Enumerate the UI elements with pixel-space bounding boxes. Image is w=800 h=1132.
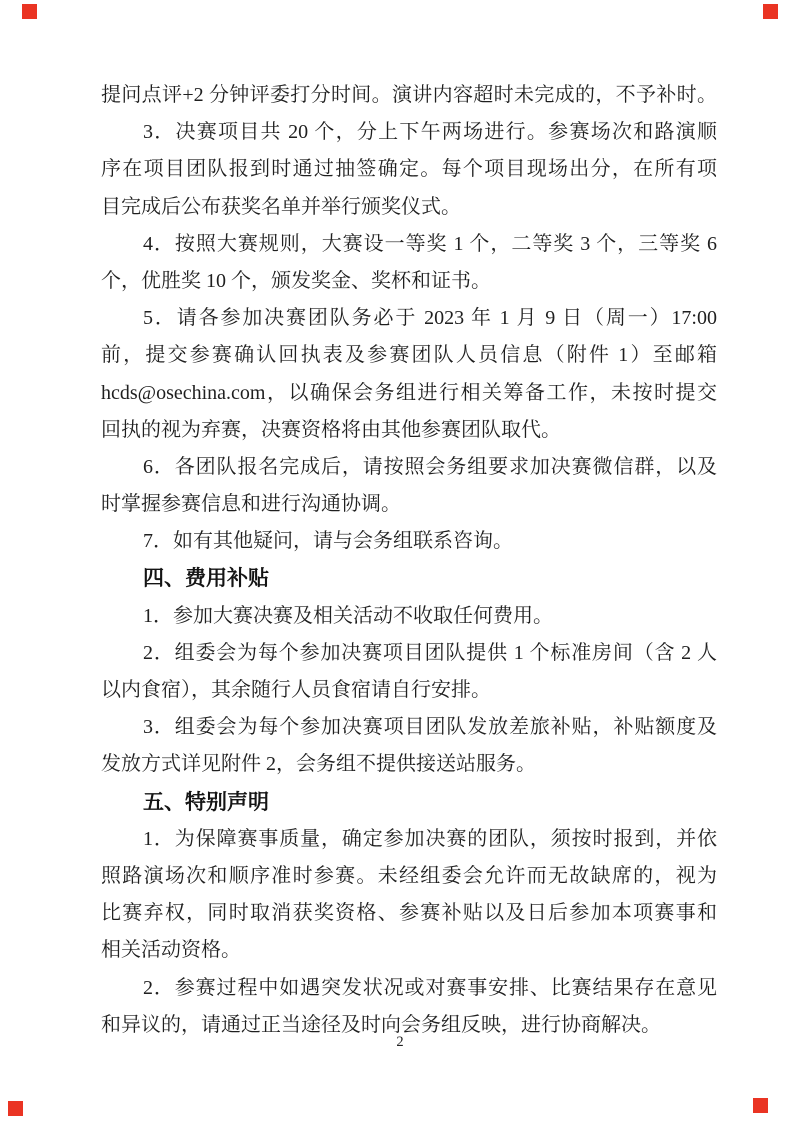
text-line: 1．为保障赛事质量，确定参加决赛的团队，须按时报到，并依: [143, 827, 717, 850]
text-line: 6．各团队报名完成后，请按照会务组要求加决赛微信群，以及: [143, 455, 717, 478]
text-line: 目完成后公布获奖名单并举行颁奖仪式。: [101, 195, 461, 218]
text-line: 前，提交参赛确认回执表及参赛团队人员信息（附件 1）至邮箱: [101, 344, 717, 367]
text-line: 3．决赛项目共 20 个，分上下午两场进行。参赛场次和路演顺: [143, 121, 717, 144]
text-line: 发放方式详见附件 2，会务组不提供接送站服务。: [101, 753, 536, 776]
text-line: 个，优胜奖 10 个，颁发奖金、奖杯和证书。: [101, 269, 491, 292]
document-body: [101, 0, 717, 1044]
text-line: 7．如有其他疑问，请与会务组联系咨询。: [143, 530, 513, 553]
text-line: 3．组委会为每个参加决赛项目团队发放差旅补贴，补贴额度及: [143, 716, 717, 739]
corner-marker-bottom-right: [753, 1098, 768, 1113]
text-line: 时掌握参赛信息和进行沟通协调。: [101, 493, 401, 516]
text-line: 序在项目团队报到时通过抽签确定。每个项目现场出分，在所有项: [101, 158, 717, 181]
section-heading: 五、特别声明: [143, 790, 269, 814]
text-line: 4．按照大赛规则，大赛设一等奖 1 个，二等奖 3 个，三等奖 6: [143, 232, 717, 255]
text-line: 相关活动资格。: [101, 939, 241, 962]
corner-marker-bottom-left: [8, 1101, 23, 1116]
text-line: 提问点评+2 分钟评委打分时间。演讲内容超时未完成的，不予补时。: [101, 84, 717, 106]
text-line: 2．参赛过程中如遇突发状况或对赛事安排、比赛结果存在意见: [143, 976, 717, 999]
section-heading: 四、费用补贴: [143, 567, 269, 591]
text-line: 照路演场次和顺序准时参赛。未经组委会允许而无故缺席的，视为: [101, 864, 717, 887]
text-line: 5．请各参加决赛团队务必于 2023 年 1 月 9 日（周一）17:00: [143, 307, 717, 330]
text-line: 1．参加大赛决赛及相关活动不收取任何费用。: [143, 604, 553, 627]
text-line: 回执的视为弃赛，决赛资格将由其他参赛团队取代。: [101, 418, 561, 441]
text-line: hcds@osechina.com，以确保会务组进行相关筹备工作，未按时提交: [101, 381, 717, 404]
corner-marker-top-left: [22, 4, 37, 19]
page-number: 2: [396, 1034, 404, 1050]
text-line: 以内食宿），其余随行人员食宿请自行安排。: [101, 679, 491, 701]
text-line: 和异议的，请通过正当途径及时向会务组反映，进行协商解决。: [101, 1013, 661, 1036]
text-line: 比赛弃权，同时取消获奖资格、参赛补贴以及日后参加本项赛事和: [101, 902, 717, 925]
text-line: 2．组委会为每个参加决赛项目团队提供 1 个标准房间（含 2 人: [143, 641, 717, 664]
corner-marker-top-right: [763, 4, 778, 19]
